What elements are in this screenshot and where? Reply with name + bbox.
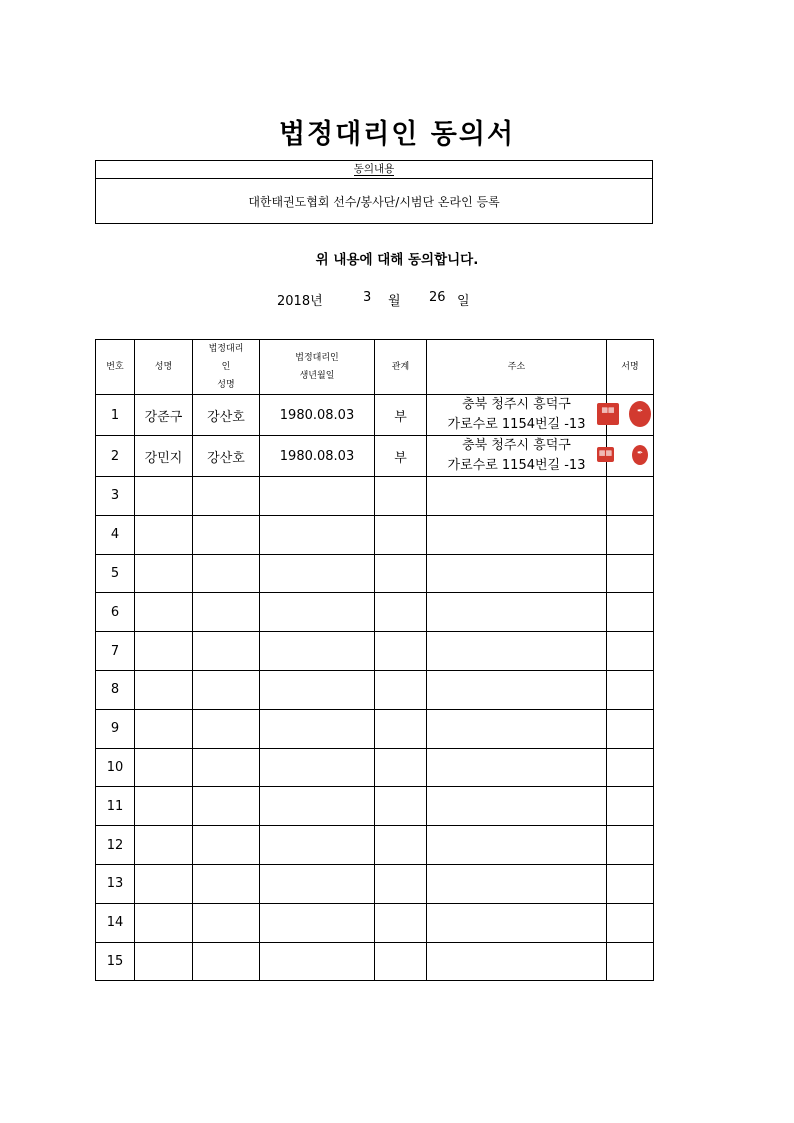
header-guardian-name: [193, 340, 260, 395]
row-address: [427, 515, 607, 554]
row-number: 5: [96, 554, 135, 593]
table-row: [96, 903, 654, 942]
row-number: 11: [96, 787, 135, 826]
row-address: [427, 826, 607, 865]
row-signature: [601, 395, 654, 436]
row-number: 12: [96, 826, 135, 865]
row-guardian-name: [193, 632, 260, 671]
row-guardian-name: [193, 903, 260, 942]
table-row: [96, 670, 654, 709]
table-row: [96, 554, 654, 593]
row-name: [135, 826, 193, 865]
row-number: 9: [96, 709, 135, 748]
row-guardian-birth: [260, 515, 375, 554]
row-name: [135, 593, 193, 632]
row-signature: [607, 554, 654, 593]
document-title: 법정대리인 동의서: [278, 119, 516, 150]
row-address: [427, 709, 607, 748]
row-signature: [607, 826, 654, 865]
signature-mark-icon: ✒: [632, 445, 648, 465]
row-name: [135, 903, 193, 942]
agreement-statement: 위 내용에 대해 동의합니다.: [315, 252, 479, 268]
row-guardian-name: [193, 709, 260, 748]
row-signature: [607, 748, 654, 787]
row-relation: [375, 903, 427, 942]
row-signature: [607, 593, 654, 632]
row-address-line2: 가로수로 1154번길 -13: [447, 417, 586, 432]
row-guardian-name: [193, 477, 260, 516]
row-guardian-birth: [260, 670, 375, 709]
row-relation: [375, 787, 427, 826]
table-row: [96, 477, 654, 516]
row-guardian-birth: [260, 632, 375, 671]
header-address: 주소: [427, 340, 607, 395]
row-name: [135, 477, 193, 516]
row-relation: 부: [375, 436, 427, 477]
consent-header-label: 동의내용: [353, 163, 395, 175]
row-address-line1: 충북 청주시 흥덕구: [462, 438, 571, 453]
table-row: [96, 748, 654, 787]
row-guardian-name: [193, 554, 260, 593]
row-address: [427, 903, 607, 942]
row-relation: [375, 477, 427, 516]
table-row: [96, 395, 654, 436]
consent-body: 대한태권도협회 선수/봉사단/시범단 온라인 등록: [248, 195, 500, 209]
guardian-table: [95, 339, 654, 981]
row-guardian-birth: [260, 826, 375, 865]
header-signature: 서명: [607, 340, 654, 395]
row-guardian-birth: [260, 477, 375, 516]
row-address: [427, 477, 607, 516]
row-name: [135, 748, 193, 787]
header-guardian-birth-line1: 법정대리인: [295, 353, 339, 363]
row-number: 10: [96, 748, 135, 787]
header-guardian-birth: [260, 340, 375, 395]
row-number: 8: [96, 670, 135, 709]
row-number: 7: [96, 632, 135, 671]
row-relation: [375, 709, 427, 748]
row-relation: [375, 593, 427, 632]
row-guardian-birth: [260, 709, 375, 748]
row-guardian-name: [193, 826, 260, 865]
row-relation: [375, 864, 427, 903]
consent-header: [96, 161, 652, 179]
row-signature: [607, 709, 654, 748]
date-day-unit: 일: [457, 294, 470, 309]
row-number: 14: [96, 903, 135, 942]
row-relation: [375, 942, 427, 981]
row-relation: [375, 670, 427, 709]
row-signature: [607, 787, 654, 826]
row-guardian-name: [193, 748, 260, 787]
row-signature: [607, 477, 654, 516]
table-row: [96, 709, 654, 748]
header-guardian-name-line2: 인: [221, 362, 231, 372]
date-day: 26: [429, 290, 446, 305]
row-guardian-birth: [260, 903, 375, 942]
header-guardian-name-line3: 성명: [217, 380, 235, 390]
row-address: [427, 864, 607, 903]
date-month: 3: [363, 290, 372, 305]
row-address-line1: 충북 청주시 흥덕구: [462, 397, 571, 412]
consent-box: [95, 160, 653, 224]
row-guardian-birth: [260, 864, 375, 903]
row-signature: [607, 942, 654, 981]
row-relation: [375, 515, 427, 554]
row-guardian-name: [193, 515, 260, 554]
row-signature: [607, 903, 654, 942]
date-month-unit: 월: [388, 294, 401, 309]
row-name: [135, 554, 193, 593]
header-relation: 관계: [375, 340, 427, 395]
row-guardian-birth: [260, 554, 375, 593]
row-guardian-name: 강산호: [193, 395, 260, 436]
header-guardian-name-line1: 법정대리: [208, 344, 244, 354]
table-row: [96, 787, 654, 826]
row-address-line2: 가로수로 1154번길 -13: [447, 458, 586, 473]
table-row: [96, 942, 654, 981]
table-header-row: [96, 340, 654, 395]
row-number: 15: [96, 942, 135, 981]
row-name: [135, 942, 193, 981]
seal-stamp-icon: ▦▦: [597, 403, 619, 425]
row-signature: [607, 632, 654, 671]
row-guardian-birth: [260, 787, 375, 826]
row-address: [427, 593, 607, 632]
row-name: [135, 709, 193, 748]
row-address: [427, 632, 607, 671]
header-guardian-birth-line2: 생년월일: [299, 371, 335, 381]
row-name: 강민지: [135, 436, 193, 477]
row-relation: [375, 632, 427, 671]
table-row: [96, 593, 654, 632]
row-guardian-birth: 1980.08.03: [260, 436, 375, 477]
row-signature: [607, 515, 654, 554]
table-row: [96, 515, 654, 554]
row-signature: [598, 436, 654, 477]
table-row: [96, 826, 654, 865]
row-guardian-name: [193, 787, 260, 826]
table-row: [96, 864, 654, 903]
row-relation: [375, 554, 427, 593]
row-number: 1: [96, 395, 135, 436]
row-signature: [607, 864, 654, 903]
row-number: 4: [96, 515, 135, 554]
row-name: [135, 670, 193, 709]
row-guardian-name: [193, 942, 260, 981]
row-guardian-birth: [260, 942, 375, 981]
row-relation: [375, 748, 427, 787]
table-body: [96, 395, 654, 981]
table-row: [96, 436, 654, 477]
row-address: [427, 942, 607, 981]
row-name: [135, 515, 193, 554]
seal-stamp-icon: ▦▦: [597, 447, 614, 462]
row-address: [427, 748, 607, 787]
row-guardian-name: [193, 593, 260, 632]
row-guardian-name: [193, 670, 260, 709]
row-number: 3: [96, 477, 135, 516]
row-address: [427, 670, 607, 709]
row-address: [427, 787, 607, 826]
row-name: 강준구: [135, 395, 193, 436]
row-address: [427, 395, 607, 436]
header-number: 번호: [96, 340, 135, 395]
row-relation: 부: [375, 395, 427, 436]
row-number: 13: [96, 864, 135, 903]
row-name: [135, 632, 193, 671]
row-guardian-birth: [260, 748, 375, 787]
row-number: 6: [96, 593, 135, 632]
row-guardian-name: 강산호: [193, 436, 260, 477]
row-name: [135, 787, 193, 826]
row-number: 2: [96, 436, 135, 477]
row-address: [427, 554, 607, 593]
row-guardian-name: [193, 864, 260, 903]
row-relation: [375, 826, 427, 865]
row-guardian-birth: [260, 593, 375, 632]
row-name: [135, 864, 193, 903]
row-address: [427, 436, 607, 477]
header-name: 성명: [135, 340, 193, 395]
row-signature: [607, 670, 654, 709]
date-year: 2018년: [277, 294, 323, 309]
table-row: [96, 632, 654, 671]
row-guardian-birth: 1980.08.03: [260, 395, 375, 436]
signature-mark-icon: ✒: [629, 401, 651, 427]
